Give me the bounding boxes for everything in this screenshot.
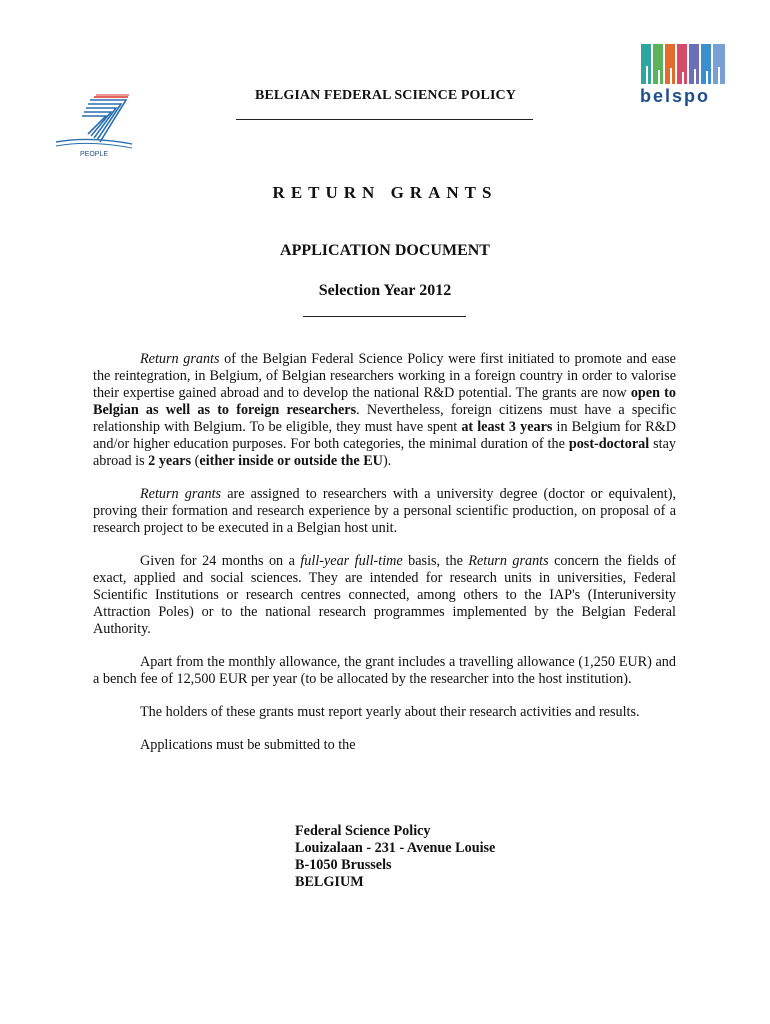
selection-year: Selection Year 2012 [318,282,452,299]
document-body [93,351,676,770]
document-title: RETURN GRANTS [272,183,498,202]
fp7-people-logo [50,92,140,158]
paragraph-reporting: The holders of these grants must report yearly about their research activities and results. [140,704,640,720]
header-divider [236,119,533,120]
address-line: BELGIUM [295,874,364,890]
belspo-logo [638,44,730,112]
mailing-address [295,823,595,891]
address-line: B-1050 Brussels [295,857,392,873]
paragraph-eligibility: Return grants of the Belgian Federal Science Policy were first initiated to promote and ease the reintegration, in Belgium, of Belgian researchers working in a foreign country in order to valorise their expertise gained abroad and to develop the national R&D potential. The grants are now open to Belgian as well as to foreign researchers. Nevertheless, foreign citizens must have a specific relationship with Belgium. To be eligible, they must have spent at least 3 years in Belgium for R&D and/or higher education purposes. For both categories, the minimal duration of the post-doctoral stay abroad is 2 years (either inside or outside the EU). [93,351,676,469]
fp7-logo-label: PEOPLE [80,151,109,158]
organization-header: BELGIAN FEDERAL SCIENCE POLICY [255,88,516,103]
paragraph-submission: Applications must be submitted to the [140,737,356,753]
paragraph-fields: Given for 24 months on a full-year full-time basis, the Return grants concern the fields of exact, applied and social sciences. They are intended for research units in universities, Federal Scientific Institutions or research centres connected, among others to the IAP's (Interuniversity Attraction Poles) or to the national research programmes implemented by the Belgian Federal Authority. [93,553,676,637]
fp7-logo-graphic [50,92,140,158]
paragraph-allowance: Apart from the monthly allowance, the grant includes a travelling allowance (1,250 EUR) and a bench fee of 12,500 EUR per year (to be allocated by the researcher into the host institution). [93,654,676,687]
address-line: Louizalaan - 231 - Avenue Louise [295,840,496,856]
belspo-logo-bars [638,44,730,84]
document-subtitle: APPLICATION DOCUMENT [280,242,490,259]
paragraph-assignment: Return grants are assigned to researchers with a university degree (doctor or equivalent), proving their formation and research experience by a personal scientific production, on proposal of a research project to be executed in a Belgian host unit. [93,486,676,536]
year-divider [303,316,466,317]
belspo-logo-label: belspo [640,86,711,106]
address-line: Federal Science Policy [295,823,431,839]
